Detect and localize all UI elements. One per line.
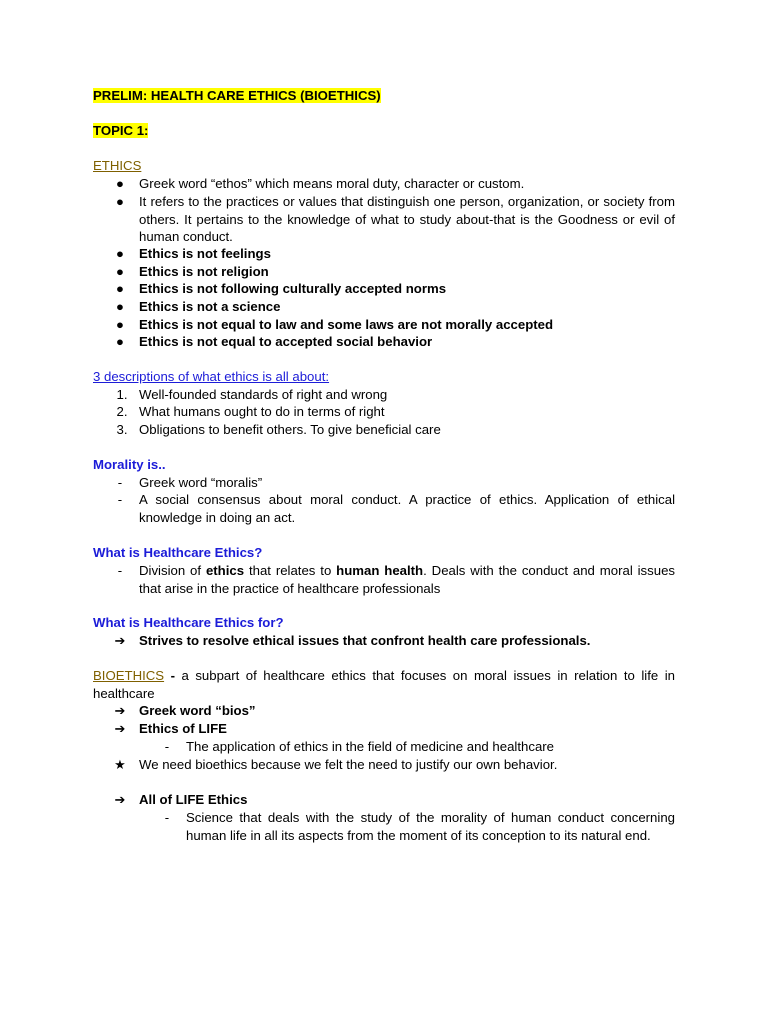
list-item: ● Ethics is not religion (93, 263, 675, 281)
list-item: ● Ethics is not equal to law and some laws are not morally accepted (93, 316, 675, 334)
arrow-icon: ➔ (114, 703, 126, 718)
morality-heading: Morality is.. (93, 457, 166, 472)
bullet-icon: ● (116, 334, 124, 349)
arrow-icon: ➔ (114, 792, 126, 807)
list-item: ➔ Greek word “bios” (93, 702, 675, 720)
list-item: - Science that deals with the study of the morality of human conduct concerning human life in all its aspects from the moment of its conception to its natural end. (164, 810, 675, 843)
list-item: ➔ Ethics of LIFE (93, 720, 675, 738)
ethics-heading: ETHICS (93, 158, 142, 173)
list-item: 3. Obligations to benefit others. To give beneficial care (116, 422, 441, 437)
list-item: - Greek word “moralis” (117, 475, 263, 490)
bullet-icon: ● (116, 176, 124, 191)
bullet-icon: ● (116, 299, 124, 314)
bioethics-term: BIOETHICS (93, 668, 165, 683)
list-item: ➔ Strives to resolve ethical issues that confront health care professionals. (93, 632, 675, 650)
arrow-icon: ➔ (114, 721, 126, 736)
list-item: ● Greek word “ethos” which means moral duty, character or custom. (93, 175, 675, 193)
topic-label: TOPIC 1: (93, 123, 149, 138)
list-item: ➔ All of LIFE Ethics (93, 791, 675, 809)
bullet-icon: ● (116, 246, 124, 261)
list-item: - Division of ethics that relates to human health. Deals with the conduct and moral issues that arise in the practice of healthcare professionals (117, 563, 676, 596)
list-item: ● Ethics is not a science (93, 298, 675, 316)
list-item: - The application of ethics in the field of medicine and healthcare (164, 739, 555, 754)
healthcare-ethics-definition: Division of ethics that relates to human health. Deals with the conduct and moral issues that arise in the practice of healthcare professionals (139, 563, 676, 596)
list-item: 1. Well-founded standards of right and wrong (116, 387, 388, 402)
bullet-icon: ● (116, 317, 124, 332)
healthcare-ethics-heading: What is Healthcare Ethics? (93, 545, 263, 560)
list-item: ● Ethics is not equal to accepted social behavior (93, 333, 675, 351)
list-item: - A social consensus about moral conduct. A practice of ethics. Application of ethical knowledge in doing an act. (117, 492, 675, 525)
bullet-icon: ● (116, 194, 124, 209)
bullet-icon: ● (116, 281, 124, 296)
arrow-icon: ➔ (114, 633, 126, 648)
list-item: ● Ethics is not feelings (93, 245, 675, 263)
bullet-icon: ● (116, 264, 124, 279)
descriptions-heading: 3 descriptions of what ethics is all about: (93, 369, 330, 384)
list-item: 2. What humans ought to do in terms of right (116, 404, 385, 419)
list-item: ★ We need bioethics because we felt the need to justify our own behavior. (93, 756, 675, 774)
list-item: ● It refers to the practices or values that distinguish one person, organization, or society from others. It pertains to the knowledge of what to study about-that is the Goodness or evil of human conduct. (93, 193, 675, 246)
document-title: PRELIM: HEALTH CARE ETHICS (BIOETHICS) (93, 88, 381, 103)
bioethics-definition: BIOETHICS - a subpart of healthcare ethics that focuses on moral issues in relation to life in healthcare (93, 668, 675, 701)
healthcare-ethics-for-heading: What is Healthcare Ethics for? (93, 615, 284, 630)
star-icon: ★ (114, 757, 126, 772)
list-item: ● Ethics is not following culturally accepted norms (93, 280, 675, 298)
